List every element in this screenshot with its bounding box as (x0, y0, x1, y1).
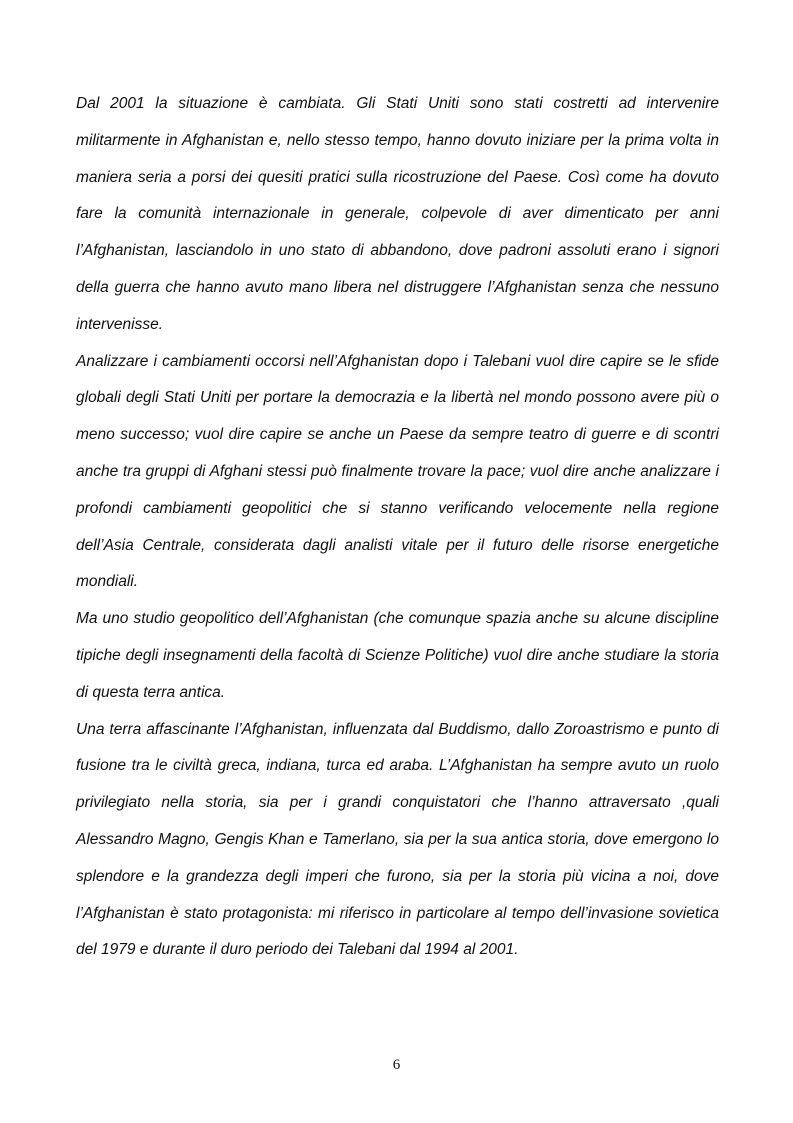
paragraph-2: Analizzare i cambiamenti occorsi nell’Afghanistan dopo i Talebani vuol dire capire se le sfide globali degli Stati Uniti per portare la democrazia e la libertà nel mondo possono avere più o meno successo; vuol dire capire se anche un Paese da sempre teatro di guerre e di scontri anche tra gruppi di Afghani stessi può finalmente trovare la pace; vuol dire anche analizzare i profondi cambiamenti geopolitici che si stanno verificando velocemente nella regione dell’Asia Centrale, considerata dagli analisti vitale per il futuro delle risorse energetiche mondiali. (76, 352, 719, 591)
body-text (76, 86, 719, 969)
paragraph-4: Una terra affascinante l’Afghanistan, influenzata dal Buddismo, dallo Zoroastrismo e punto di fusione tra le civiltà greca, indiana, turca ed araba. L’Afghanistan ha sempre avuto un ruolo privilegiato nella storia, sia per i grandi conquistatori che l’hanno attraversato ,quali Alessandro Magno, Gengis Khan e Tamerlano, sia per la sua antica storia, dove emergono lo splendore e la grandezza degli imperi che furono, sia per la storia più vicina a noi, dove l’Afghanistan è stato protagonista: mi riferisco in particolare al tempo dell’invasione sovietica del 1979 e durante il duro periodo dei Talebani dal 1994 al 2001. (76, 720, 719, 959)
paragraph-3: Ma uno studio geopolitico dell’Afghanistan (che comunque spazia anche su alcune discipline tipiche degli insegnamenti della facoltà di Scienze Politiche) vuol dire anche studiare la storia di questa terra antica. (76, 610, 719, 701)
paragraph-1: Dal 2001 la situazione è cambiata. Gli Stati Uniti sono stati costretti ad intervenire militarmente in Afghanistan e, nello stesso tempo, hanno dovuto iniziare per la prima volta in maniera seria a porsi dei quesiti pratici sulla ricostruzione del Paese. Così come ha dovuto fare la comunità internazionale in generale, colpevole di aver dimenticato per anni l’Afghanistan, lasciandolo in uno stato di abbandono, dove padroni assoluti erano i signori della guerra che hanno avuto mano libera nel distruggere l’Afghanistan senza che nessuno intervenisse. (76, 95, 719, 333)
page-number: 6 (392, 1057, 401, 1073)
